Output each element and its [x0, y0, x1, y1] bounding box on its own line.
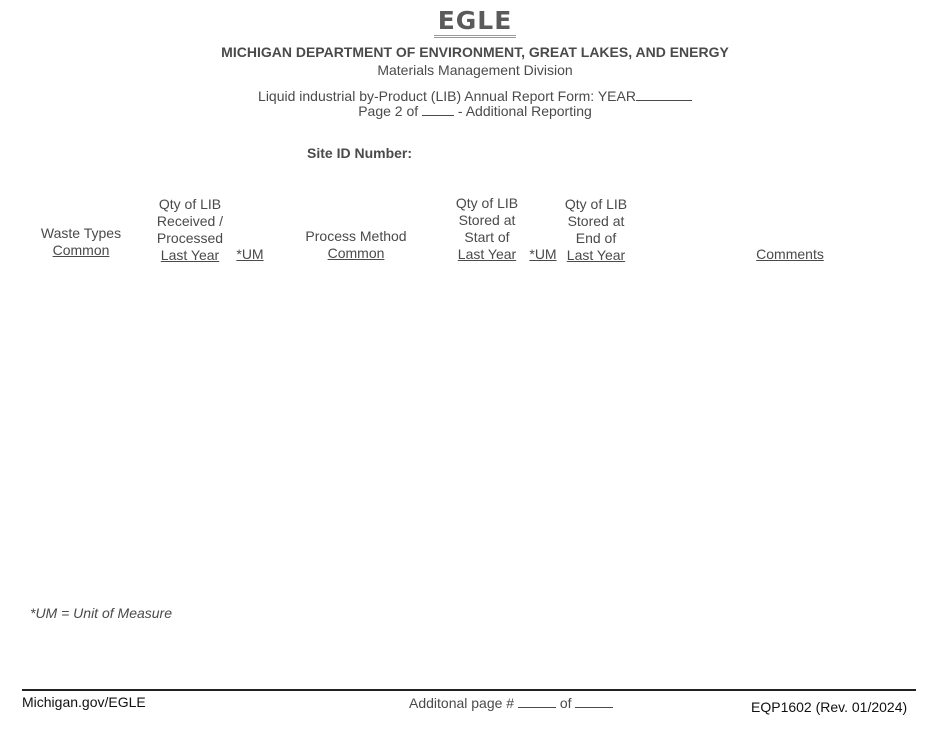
total-pages-blank[interactable] [422, 103, 454, 116]
col-qty-received-line2: Received / [156, 213, 224, 229]
col-um-2 [525, 246, 561, 263]
col-qty-end-line1: Qty of LIB [564, 196, 628, 212]
col-waste-types [32, 225, 130, 259]
col-waste-types-line2: Common [52, 242, 110, 258]
col-qty-received-line3: Processed [156, 230, 224, 246]
col-um-1-text: *UM [236, 246, 264, 262]
col-qty-start-line4: Last Year [457, 246, 517, 262]
division-name: Materials Management Division [377, 62, 573, 78]
footer-additional-page [409, 695, 613, 711]
department-name: MICHIGAN DEPARTMENT OF ENVIRONMENT, GREAT LAKES, AND ENERGY [221, 44, 729, 60]
col-qty-start-line3: Start of [464, 229, 510, 245]
page-suffix: - Additional Reporting [457, 103, 592, 119]
col-process-method [296, 228, 416, 262]
additional-page-label: Additonal page # [409, 695, 515, 711]
col-process-method-line1: Process Method [305, 228, 407, 244]
unit-of-measure-note: *UM = Unit of Measure [30, 605, 172, 621]
page-prefix: Page 2 of [358, 103, 419, 119]
col-comments [740, 246, 840, 263]
additional-page-number-blank[interactable] [518, 695, 556, 708]
col-qty-end-line2: Stored at [567, 213, 625, 229]
col-process-method-line2: Common [327, 245, 385, 261]
form-number: EQP1602 (Rev. 01/2024) [751, 699, 908, 715]
additional-page-total-blank[interactable] [575, 695, 613, 708]
footer-divider [22, 689, 916, 691]
col-qty-received [145, 196, 235, 264]
additional-of-label: of [559, 695, 572, 711]
page-line [0, 103, 950, 119]
col-um-2-text: *UM [529, 246, 557, 262]
col-comments-text: Comments [756, 246, 824, 262]
form-title-text: Liquid industrial by-Product (LIB) Annual Report Form: YEAR [258, 88, 636, 104]
col-qty-start-line1: Qty of LIB [455, 195, 519, 211]
col-qty-received-line1: Qty of LIB [158, 196, 222, 212]
year-blank[interactable] [636, 88, 692, 101]
site-id-label: Site ID Number: [307, 145, 413, 161]
col-qty-end-line3: End of [575, 230, 617, 246]
col-qty-start-line2: Stored at [458, 212, 516, 228]
col-qty-received-line4: Last Year [160, 247, 220, 263]
col-um-1 [232, 246, 268, 263]
footer-website: Michigan.gov/EGLE [22, 694, 146, 710]
col-qty-start [448, 195, 526, 263]
col-qty-end-line4: Last Year [566, 247, 626, 263]
form-title [0, 88, 950, 104]
col-qty-end [557, 196, 635, 264]
egle-logo: EGLE [0, 6, 950, 38]
col-waste-types-line1: Waste Types [40, 225, 122, 241]
